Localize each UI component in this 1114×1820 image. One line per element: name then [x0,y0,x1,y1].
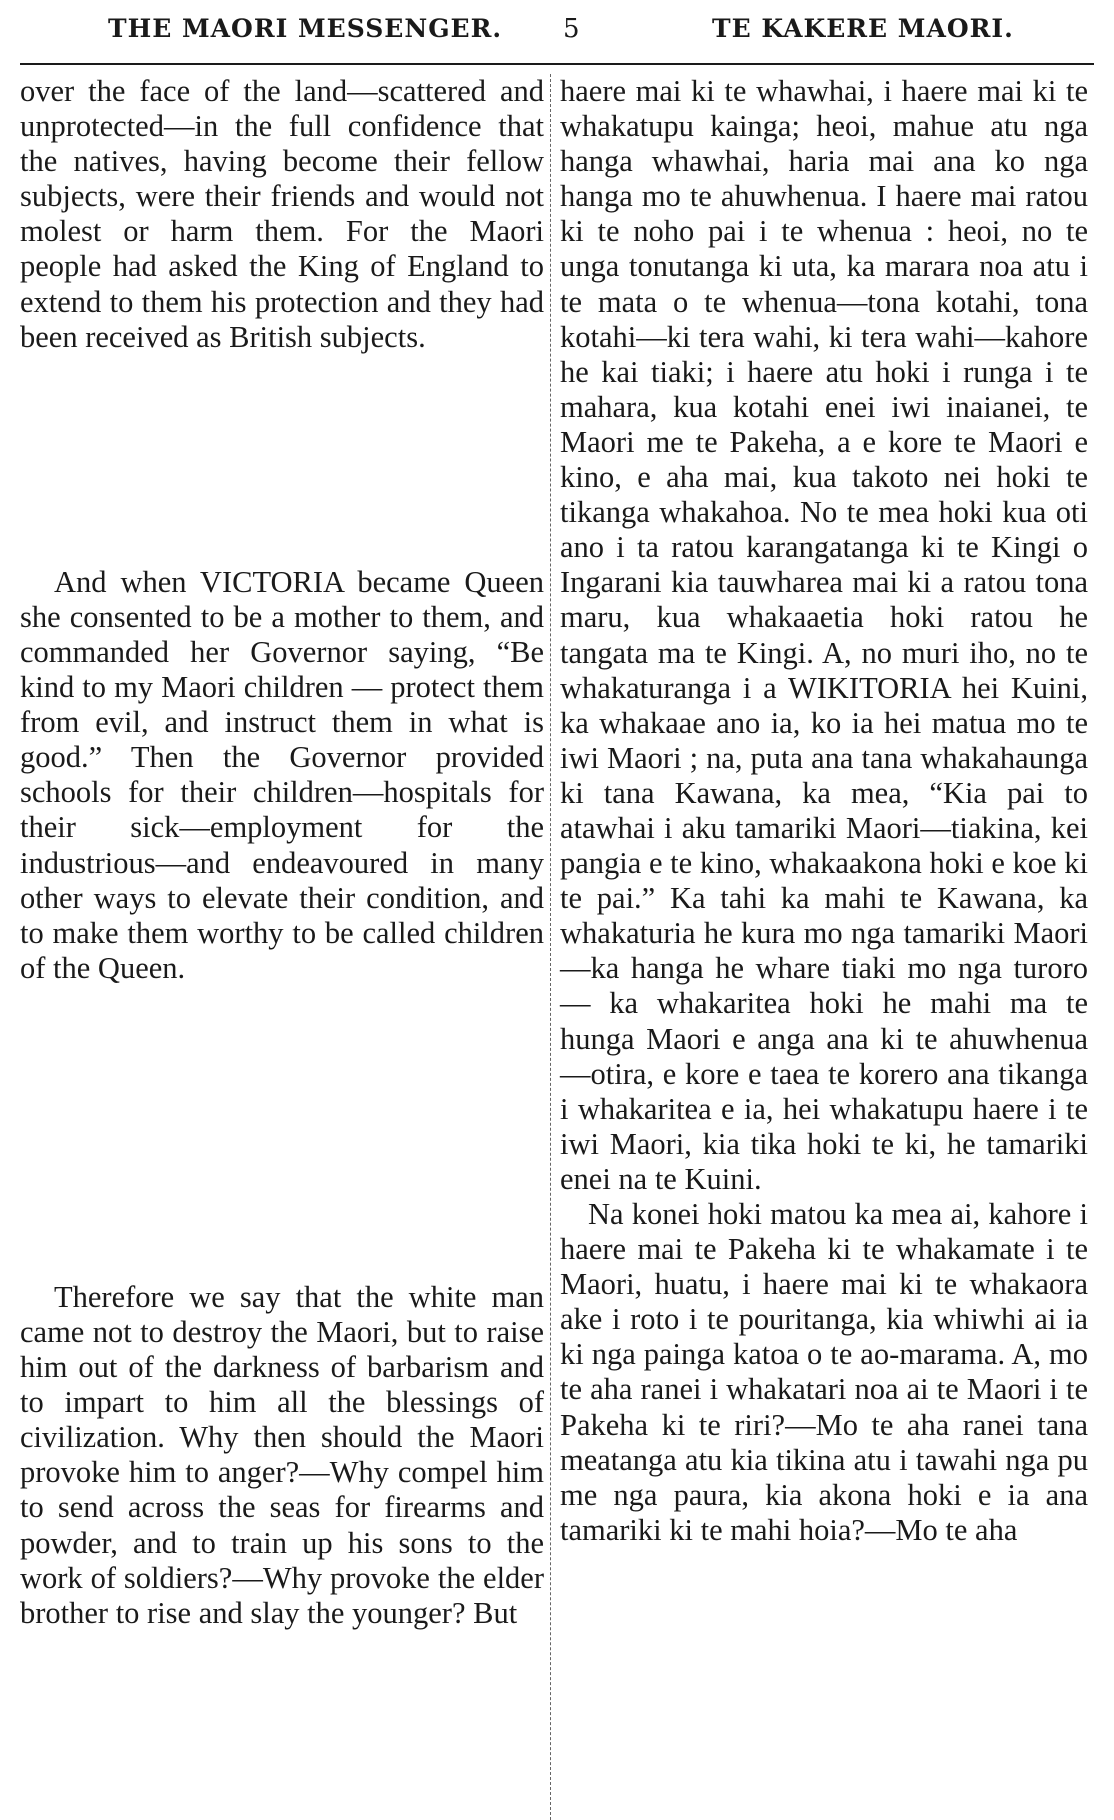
column-divider [550,74,552,1820]
page-header [0,0,1114,60]
english-column [20,74,544,1631]
english-gap-2 [20,986,544,1280]
maori-masthead: TE KAKERE MAORI. [712,14,1014,43]
english-paragraph-1: over the face of the land—scattered and unprotected—in the full confidence that the natives, having become their fellow subjects, were their friends and would not molest or harm them. For the Maori people had asked the King of England to extend to them his protection and they had been received as British subjects. [20,74,544,354]
english-paragraph-3: Therefore we say that the white man came not to destroy the Maori, but to raise him out of the darkness of barbarism and to impart to him all the blessings of civilization. Why then should the Maori provoke him to anger?—Why compel him to send across the seas for firearms and powder, and to train up his sons to the work of soldiers?—Why provoke the elder brother to rise and slay the younger? But [20,1279,544,1630]
maori-paragraph-2: Na konei hoki matou ka mea ai, kahore i haere mai te Pakeha ki te whakamate i te Maori, huatu, i haere mai ki te whakaora ake i roto i te pouritanga, kia whiwhi ai ia ki nga painga katoa o te ao-marama. A, mo te aha ranei i whakatari noa ai te Maori i te Pakeha ki te riri?—Mo te aha ranei tana meatanga atu kia tikina atu i tawahi nga pu me nga paura, kia akona hoki e ia ana tamariki ki te mahi hoia?—Mo te aha [560,1197,1088,1547]
english-paragraph-2: And when VICTORIA became Queen she consented to be a mother to them, and commanded her Governor saying, “Be kind to my Maori children — protect them from evil, and instruct them in what is good.” Then the Governor provided schools for their children—hospitals for their sick—employment for the industrious—and endeavoured in many other ways to elevate their condition, and to make them worthy to be called children of the Queen. [20,564,544,985]
english-gap-1 [20,355,544,565]
page-number: 5 [563,14,581,44]
header-rule [20,63,1094,65]
english-masthead: THE MAORI MESSENGER. [108,14,503,43]
maori-paragraph-1: haere mai ki te whawhai, i haere mai ki te whakatupu kainga; heoi, mahue atu nga hanga whawhai, haria mai ana ko nga hanga mo te ahuwhenua. I haere mai ratou ki te noho pai i te whenua : heoi, no te unga tonutanga ki uta, ka marara noa atu i te mata o te whenua—tona kotahi, tona kotahi—ki tera wahi, ki tera wahi—kahore he kai tiaki; i haere atu hoki i runga i te mahara, kua kotahi enei iwi inaianei, te Maori me te Pakeha, a e kore te Maori e kino, e aha mai, kua takoto nei hoki te tikanga whakahoa. No te mea hoki kua oti ano i ta ratou karangatanga ki te Kingi o Ingarani kia tauwharea mai ki a ratou tona maru, kua whakaaetia hoki ratou he tangata ma te Kingi. A, no muri iho, no te whakaturanga i a WIKITORIA hei Kuini, ka whakaae ano ia, ko ia hei matua mo te iwi Maori ; na, puta ana tana whakahaunga ki tana Kawana, ka mea, “Kia pai to atawhai i aku tamariki Maori—tiakina, kei pangia e te kino, whakaakona hoki e koe ki te pai.” Ka tahi ka mahi te Kawana, ka whakaturia he kura mo nga tamariki Maori—ka hanga he whare tiaki mo nga turoro — ka whakaritea hoki he mahi ma te hunga Maori e anga ana ki te ahuwhenua—otira, e kore e taea te korero ana tikanga i whakaritea e ia, hei whakatupu haere i te iwi Maori, kia tika hoki te ki, he tamariki enei na te Kuini. [560,74,1088,1196]
maori-column [560,74,1088,1548]
